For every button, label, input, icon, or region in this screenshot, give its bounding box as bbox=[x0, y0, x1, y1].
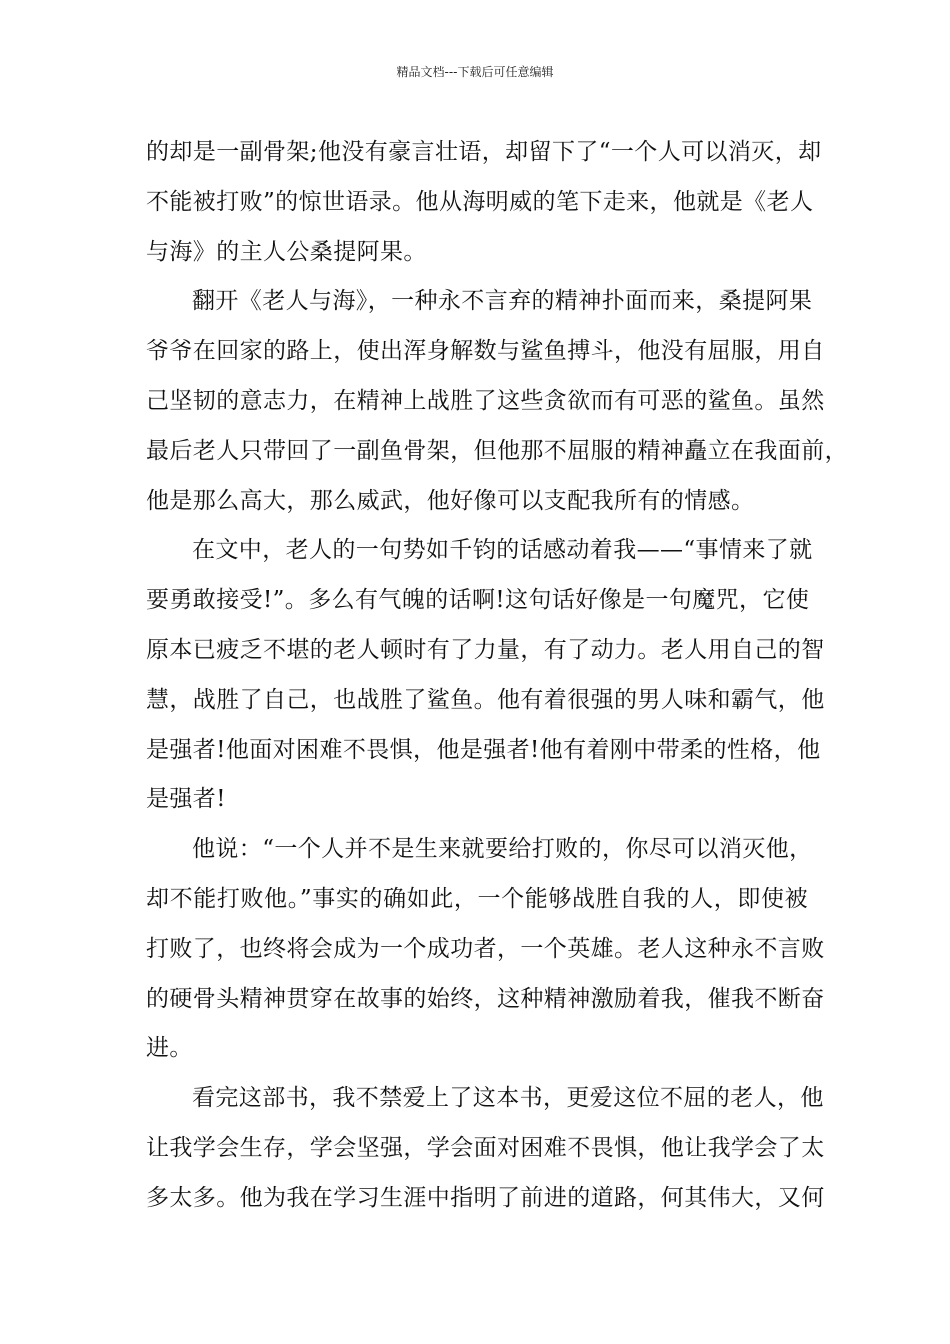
paragraph-line: 与海》的主人公桑提阿果。 bbox=[146, 238, 427, 265]
paragraph-line: 的硬骨头精神贯穿在故事的始终，这种精神激励着我，催我不断奋 bbox=[146, 985, 825, 1012]
paragraph-line: 最后老人只带回了一副鱼骨架，但他那不屈服的精神矗立在我面前， bbox=[146, 437, 848, 464]
paragraph-line: 爷爷在回家的路上，使出浑身解数与鲨鱼搏斗，他没有屈服，用自 bbox=[146, 338, 825, 365]
paragraph-line: 多太多。他为我在学习生涯中指明了前进的道路，何其伟大，又何 bbox=[146, 1184, 825, 1211]
paragraph-line: 让我学会生存，学会坚强，学会面对困难不畏惧，他让我学会了太 bbox=[146, 1134, 825, 1161]
paragraph-line: 翻开《老人与海》，一种永不言弃的精神扑面而来，桑提阿果 bbox=[192, 288, 813, 315]
paragraph-line: 他说：“一个人并不是生来就要给打败的，你尽可以消灭他， bbox=[192, 836, 813, 863]
paragraph-line: 看完这部书，我不禁爱上了这本书，更爱这位不屈的老人，他 bbox=[192, 1085, 824, 1112]
paragraph-line: 是强者! bbox=[146, 786, 226, 813]
paragraph-line: 不能被打败”的惊世语录。他从海明威的笔下走来，他就是《老人 bbox=[146, 188, 814, 215]
paragraph-line: 己坚韧的意志力，在精神上战胜了这些贪欲而有可恶的鲨鱼。虽然 bbox=[146, 387, 825, 414]
paragraph-line: 慧，战胜了自己，也战胜了鲨鱼。他有着很强的男人味和霸气，他 bbox=[146, 686, 825, 713]
paragraph-line: 打败了，也终将会成为一个成功者，一个英雄。老人这种永不言败 bbox=[146, 935, 825, 962]
paragraph-line: 在文中，老人的一句势如千钧的话感动着我——“事情来了就 bbox=[192, 537, 813, 564]
paragraph-line: 却不能打败他。”事实的确如此，一个能够战胜自我的人，即使被 bbox=[146, 885, 808, 912]
paragraph-line: 原本已疲乏不堪的老人顿时有了力量，有了动力。老人用自己的智 bbox=[146, 636, 825, 663]
paragraph-line: 他是那么高大，那么威武，他好像可以支配我所有的情感。 bbox=[146, 487, 755, 514]
paragraph-line: 是强者!他面对困难不畏惧，他是强者!他有着刚中带柔的性格，他 bbox=[146, 736, 821, 763]
paragraph-line: 进。 bbox=[146, 1035, 193, 1062]
document-body bbox=[146, 128, 848, 1224]
paragraph-line: 的却是一副骨架;他没有豪言壮语，却留下了“一个人可以消灭，却 bbox=[146, 139, 822, 165]
page-header: 精品文档---下载后可任意编辑 bbox=[396, 65, 554, 79]
paragraph-line: 要勇敢接受!”。多么有气魄的话啊!这句话好像是一句魔咒，它使 bbox=[146, 587, 810, 614]
